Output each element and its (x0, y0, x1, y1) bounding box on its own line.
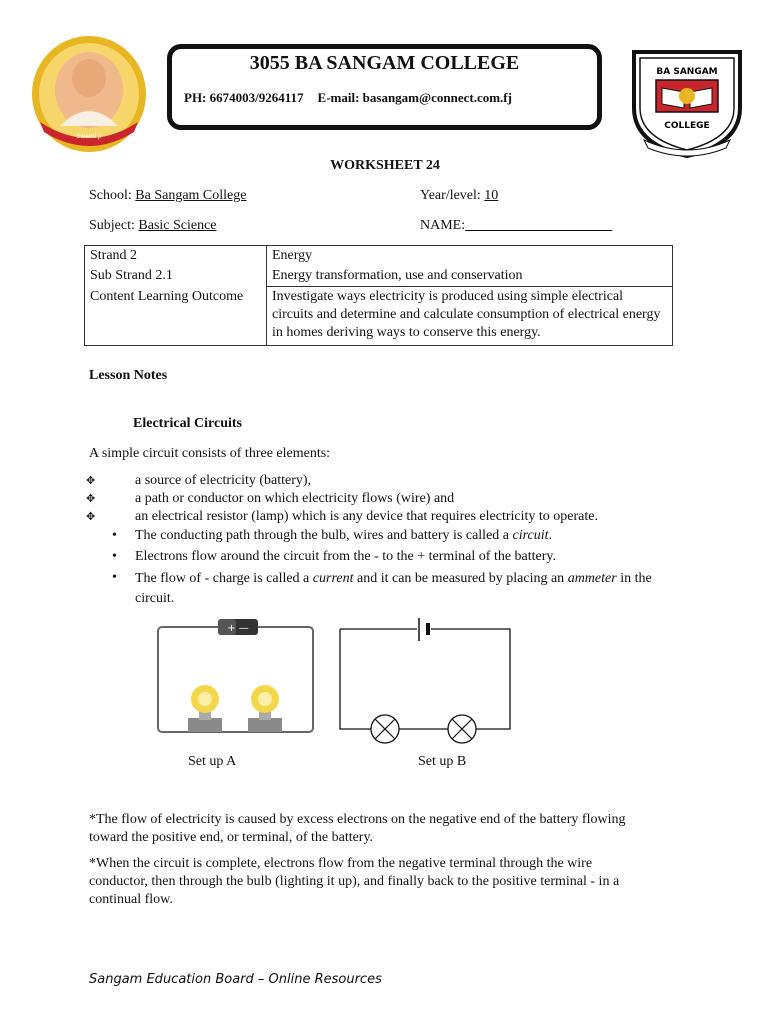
table-key: Content Learning Outcome (85, 287, 267, 346)
battery-label: + — (227, 623, 249, 634)
circuit-diagram-a (150, 614, 320, 742)
strand-table (84, 245, 673, 346)
element-text: a path or conductor on which electricity flows (wire) and (135, 491, 455, 506)
lesson-heading: Lesson Notes (89, 368, 168, 383)
contact-line (184, 90, 512, 106)
element-text: a source of electricity (battery), (135, 473, 312, 488)
school-label: School: (89, 188, 136, 203)
lesson-subheading: Electrical Circuits (133, 416, 242, 431)
table-value: Investigate ways electricity is produced using simple electrical circuits and determine and calculate consumption of electrical energy in homes deriving ways to conserve this energy. (267, 287, 673, 346)
lesson-intro: A simple circuit consists of three elements: (89, 446, 331, 461)
name-label: NAME: (420, 218, 466, 233)
circuit-diagram-b (335, 614, 517, 750)
crest-top-text: BA SANGAM (656, 67, 718, 77)
bullet-text: . (548, 528, 553, 543)
bullet-emphasis: current (312, 571, 354, 586)
crest-bottom-text: COLLEGE (664, 121, 710, 131)
note-paragraph: *When the circuit is complete, electrons flow from the negative terminal through the wire conductor, then through the bulb (lighting it up), and finally back to the positive terminal - in a continual flow. (89, 856, 620, 907)
bullet-text: and it can be measured by placing an (353, 571, 568, 586)
bullet-text: The conducting path through the bulb, wires and battery is called a (135, 528, 513, 543)
bullet-emphasis: ammeter (567, 571, 617, 586)
school-line (89, 188, 246, 204)
year-label: Year/level: (420, 188, 485, 203)
bullet-text: The flow of - charge is called a (135, 571, 313, 586)
table-row (85, 287, 673, 346)
table-key: Strand 2 (85, 246, 267, 267)
subject-label: Subject: (89, 218, 139, 233)
subject-line (89, 218, 217, 234)
lamp-symbol-icon (448, 715, 476, 743)
year-value: 10 (484, 188, 499, 203)
year-line (420, 188, 498, 204)
table-row (85, 246, 673, 267)
table-value: Energy transformation, use and conservation (267, 266, 673, 287)
table-row (85, 266, 673, 287)
school-value: Ba Sangam College (135, 188, 247, 203)
worksheet-title: WORKSHEET 24 (330, 158, 440, 173)
college-title: 3055 BA SANGAM COLLEGE (249, 52, 520, 74)
bullet-text: Electrons flow around the circuit from the - to the + terminal of the battery. (135, 549, 557, 564)
left-logo-text: Swami Ji (76, 133, 102, 140)
phone-text: PH: 6674003/9264117 (184, 90, 304, 105)
table-value: Energy (267, 246, 673, 267)
note-paragraph: *The flow of electricity is caused by excess electrons on the negative end of the battery flowing toward the positive end, or terminal, of the battery. (89, 812, 626, 845)
bullet-text: in the circuit. (135, 571, 652, 606)
setup-b-label: Set up B (418, 754, 467, 769)
name-line (420, 218, 612, 234)
bullet-emphasis: circuit (512, 528, 549, 543)
bulb-icon (188, 685, 222, 732)
table-key: Sub Strand 2.1 (85, 266, 267, 287)
battery-icon (218, 619, 258, 635)
email-text: E-mail: basangam@connect.com.fj (317, 90, 512, 105)
setup-a-label: Set up A (188, 754, 237, 769)
lamp-symbol-icon (371, 715, 399, 743)
subject-value: Basic Science (138, 218, 217, 233)
bulb-icon (248, 685, 282, 732)
page-footer: Sangam Education Board – Online Resources (89, 972, 382, 987)
college-crest (626, 48, 748, 160)
name-blank: ____________________ (465, 218, 613, 233)
sangam-left-logo (30, 34, 148, 154)
element-text: an electrical resistor (lamp) which is any device that requires electricity to operate. (135, 509, 598, 524)
